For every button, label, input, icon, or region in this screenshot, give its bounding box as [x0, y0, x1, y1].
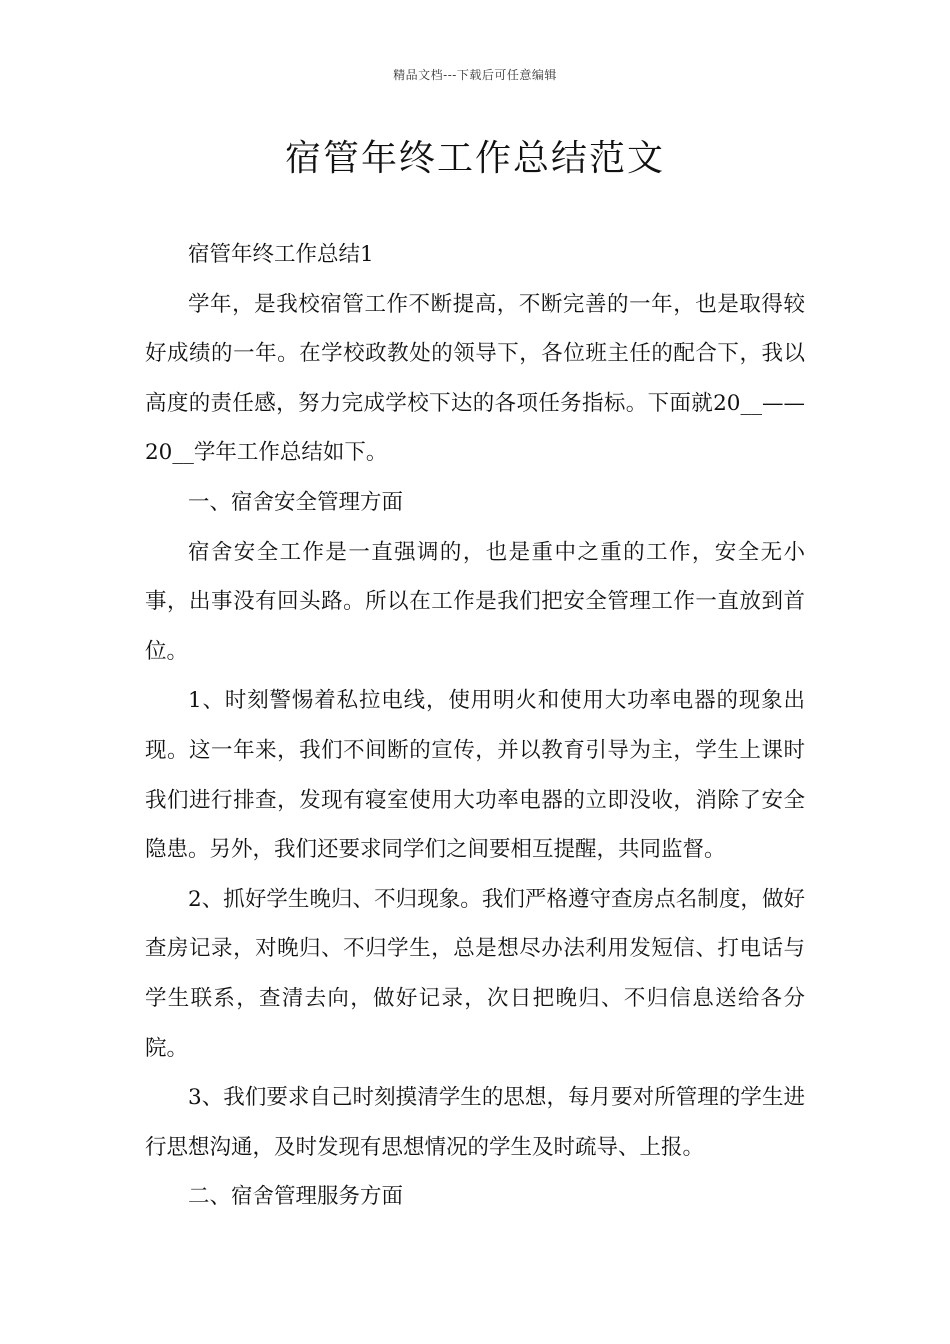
document-title: 宿管年终工作总结范文: [284, 138, 665, 179]
paragraph: 1、时刻警惕着私拉电线，使用明火和使用大功率电器的现象出现。这一年来，我们不间断的宣传，并以教育引导为主，学生上课时我们进行排查，发现有寝室使用大功率电器的立即没收，消除了安全隐患。另外，我们还要求同学们之间要相互提醒，共同监督。: [145, 688, 805, 863]
header-note: 精品文档---下载后可任意编辑: [393, 68, 557, 82]
paragraph: 宿舍安全工作是一直强调的，也是重中之重的工作，安全无小事，出事没有回头路。所以在工作是我们把安全管理工作一直放到首位。: [145, 539, 805, 664]
paragraph: 3、我们要求自己时刻摸清学生的思想，每月要对所管理的学生进行思想沟通，及时发现有思想情况的学生及时疏导、上报。: [145, 1085, 805, 1160]
section-heading: 二、宿舍管理服务方面: [188, 1184, 404, 1210]
paragraph-subtitle: 宿管年终工作总结1: [188, 242, 374, 267]
section-heading: 一、宿舍安全管理方面: [188, 489, 404, 515]
document-body: [145, 230, 805, 1222]
paragraph: 2、抓好学生晚归、不归现象。我们严格遵守查房点名制度，做好查房记录，对晚归、不归学生，总是想尽办法利用发短信、打电话与学生联系，查清去向，做好记录，次日把晚归、不归信息送给各分院。: [145, 886, 805, 1061]
paragraph: 学年，是我校宿管工作不断提高，不断完善的一年，也是取得较好成绩的一年。在学校政教处的领导下，各位班主任的配合下，我以高度的责任感，努力完成学校下达的各项任务指标。下面就20__——20__学年工作总结如下。: [145, 291, 805, 466]
